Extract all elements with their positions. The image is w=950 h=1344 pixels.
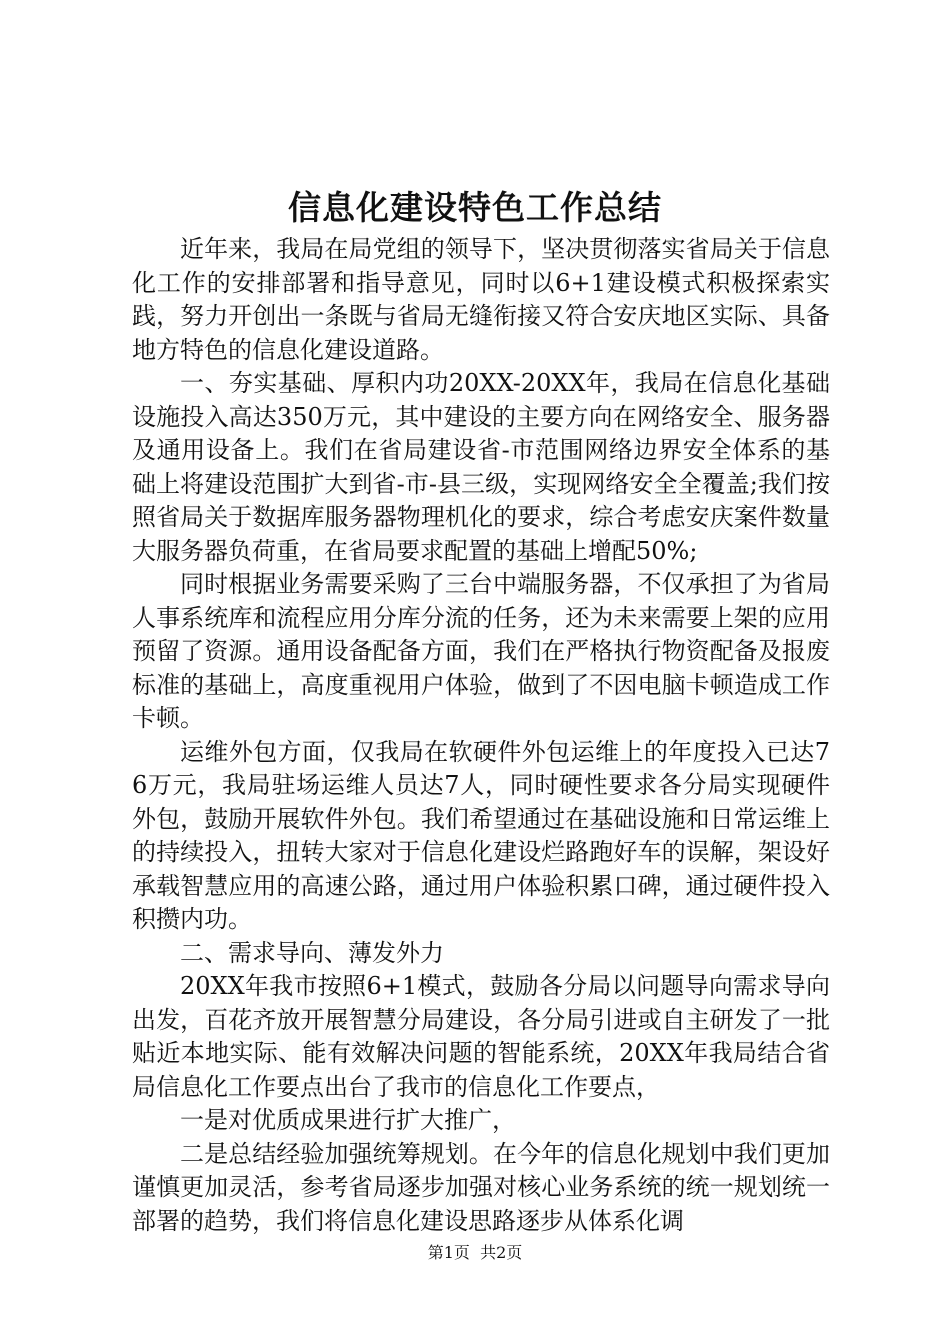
- document-body: [132, 233, 830, 1238]
- paragraph-6: 20XX年我市按照6+1模式，鼓励各分局以问题导向需求导向出发，百花齐放开展智慧分局建设，各分局引进或自主研发了一批贴近本地实际、能有效解决问题的智能系统，20XX年我局结合省局信息化工作要点出台了我市的信息化工作要点，: [132, 972, 830, 1101]
- page-footer: [0, 1243, 950, 1263]
- page-total: 共2页: [480, 1243, 523, 1262]
- paragraph-2: 一、夯实基础、厚积内功20XX-20XX年，我局在信息化基础设施投入高达350万元，其中建设的主要方向在网络安全、服务器及通用设备上。我们在省局建设省-市范围网络边界安全体系的基础上将建设范围扩大到省-市-县三级，实现网络安全全覆盖;我们按照省局关于数据库服务器物理机化的要求，综合考虑安庆案件数量大服务器负荷重，在省局要求配置的基础上增配50%;: [132, 369, 830, 565]
- paragraph-8: 二是总结经验加强统筹规划。在今年的信息化规划中我们更加谨慎更加灵活，参考省局逐步加强对核心业务系统的统一规划统一部署的趋势，我们将信息化建设思路逐步从体系化调: [132, 1139, 830, 1235]
- paragraph-7: 一是对优质成果进行扩大推广，: [180, 1106, 516, 1134]
- paragraph-5: 二、需求导向、薄发外力: [180, 938, 444, 967]
- document-title: 信息化建设特色工作总结: [288, 188, 662, 227]
- paragraph-4: 运维外包方面，仅我局在软硬件外包运维上的年度投入已达76万元，我局驻场运维人员达7人，同时硬性要求各分局实现硬件外包，鼓励开展软件外包。我们希望通过在基础设施和日常运维上的持续投入，扭转大家对于信息化建设烂路跑好车的误解，架设好承载智慧应用的高速公路，通过用户体验积累口碑，通过硬件投入积攒内功。: [132, 737, 830, 933]
- paragraph-1: 近年来，我局在局党组的领导下，坚决贯彻落实省局关于信息化工作的安排部署和指导意见，同时以6+1建设模式积极探索实践，努力开创出一条既与省局无缝衔接又符合安庆地区实际、具备地方特色的信息化建设道路。: [132, 235, 830, 364]
- page-number: 第1页: [427, 1243, 470, 1262]
- paragraph-3: 同时根据业务需要采购了三台中端服务器，不仅承担了为省局人事系统库和流程应用分库分流的任务，还为未来需要上架的应用预留了资源。通用设备配备方面，我们在严格执行物资配备及报废标准的基础上，高度重视用户体验，做到了不因电脑卡顿造成工作卡顿。: [132, 570, 830, 732]
